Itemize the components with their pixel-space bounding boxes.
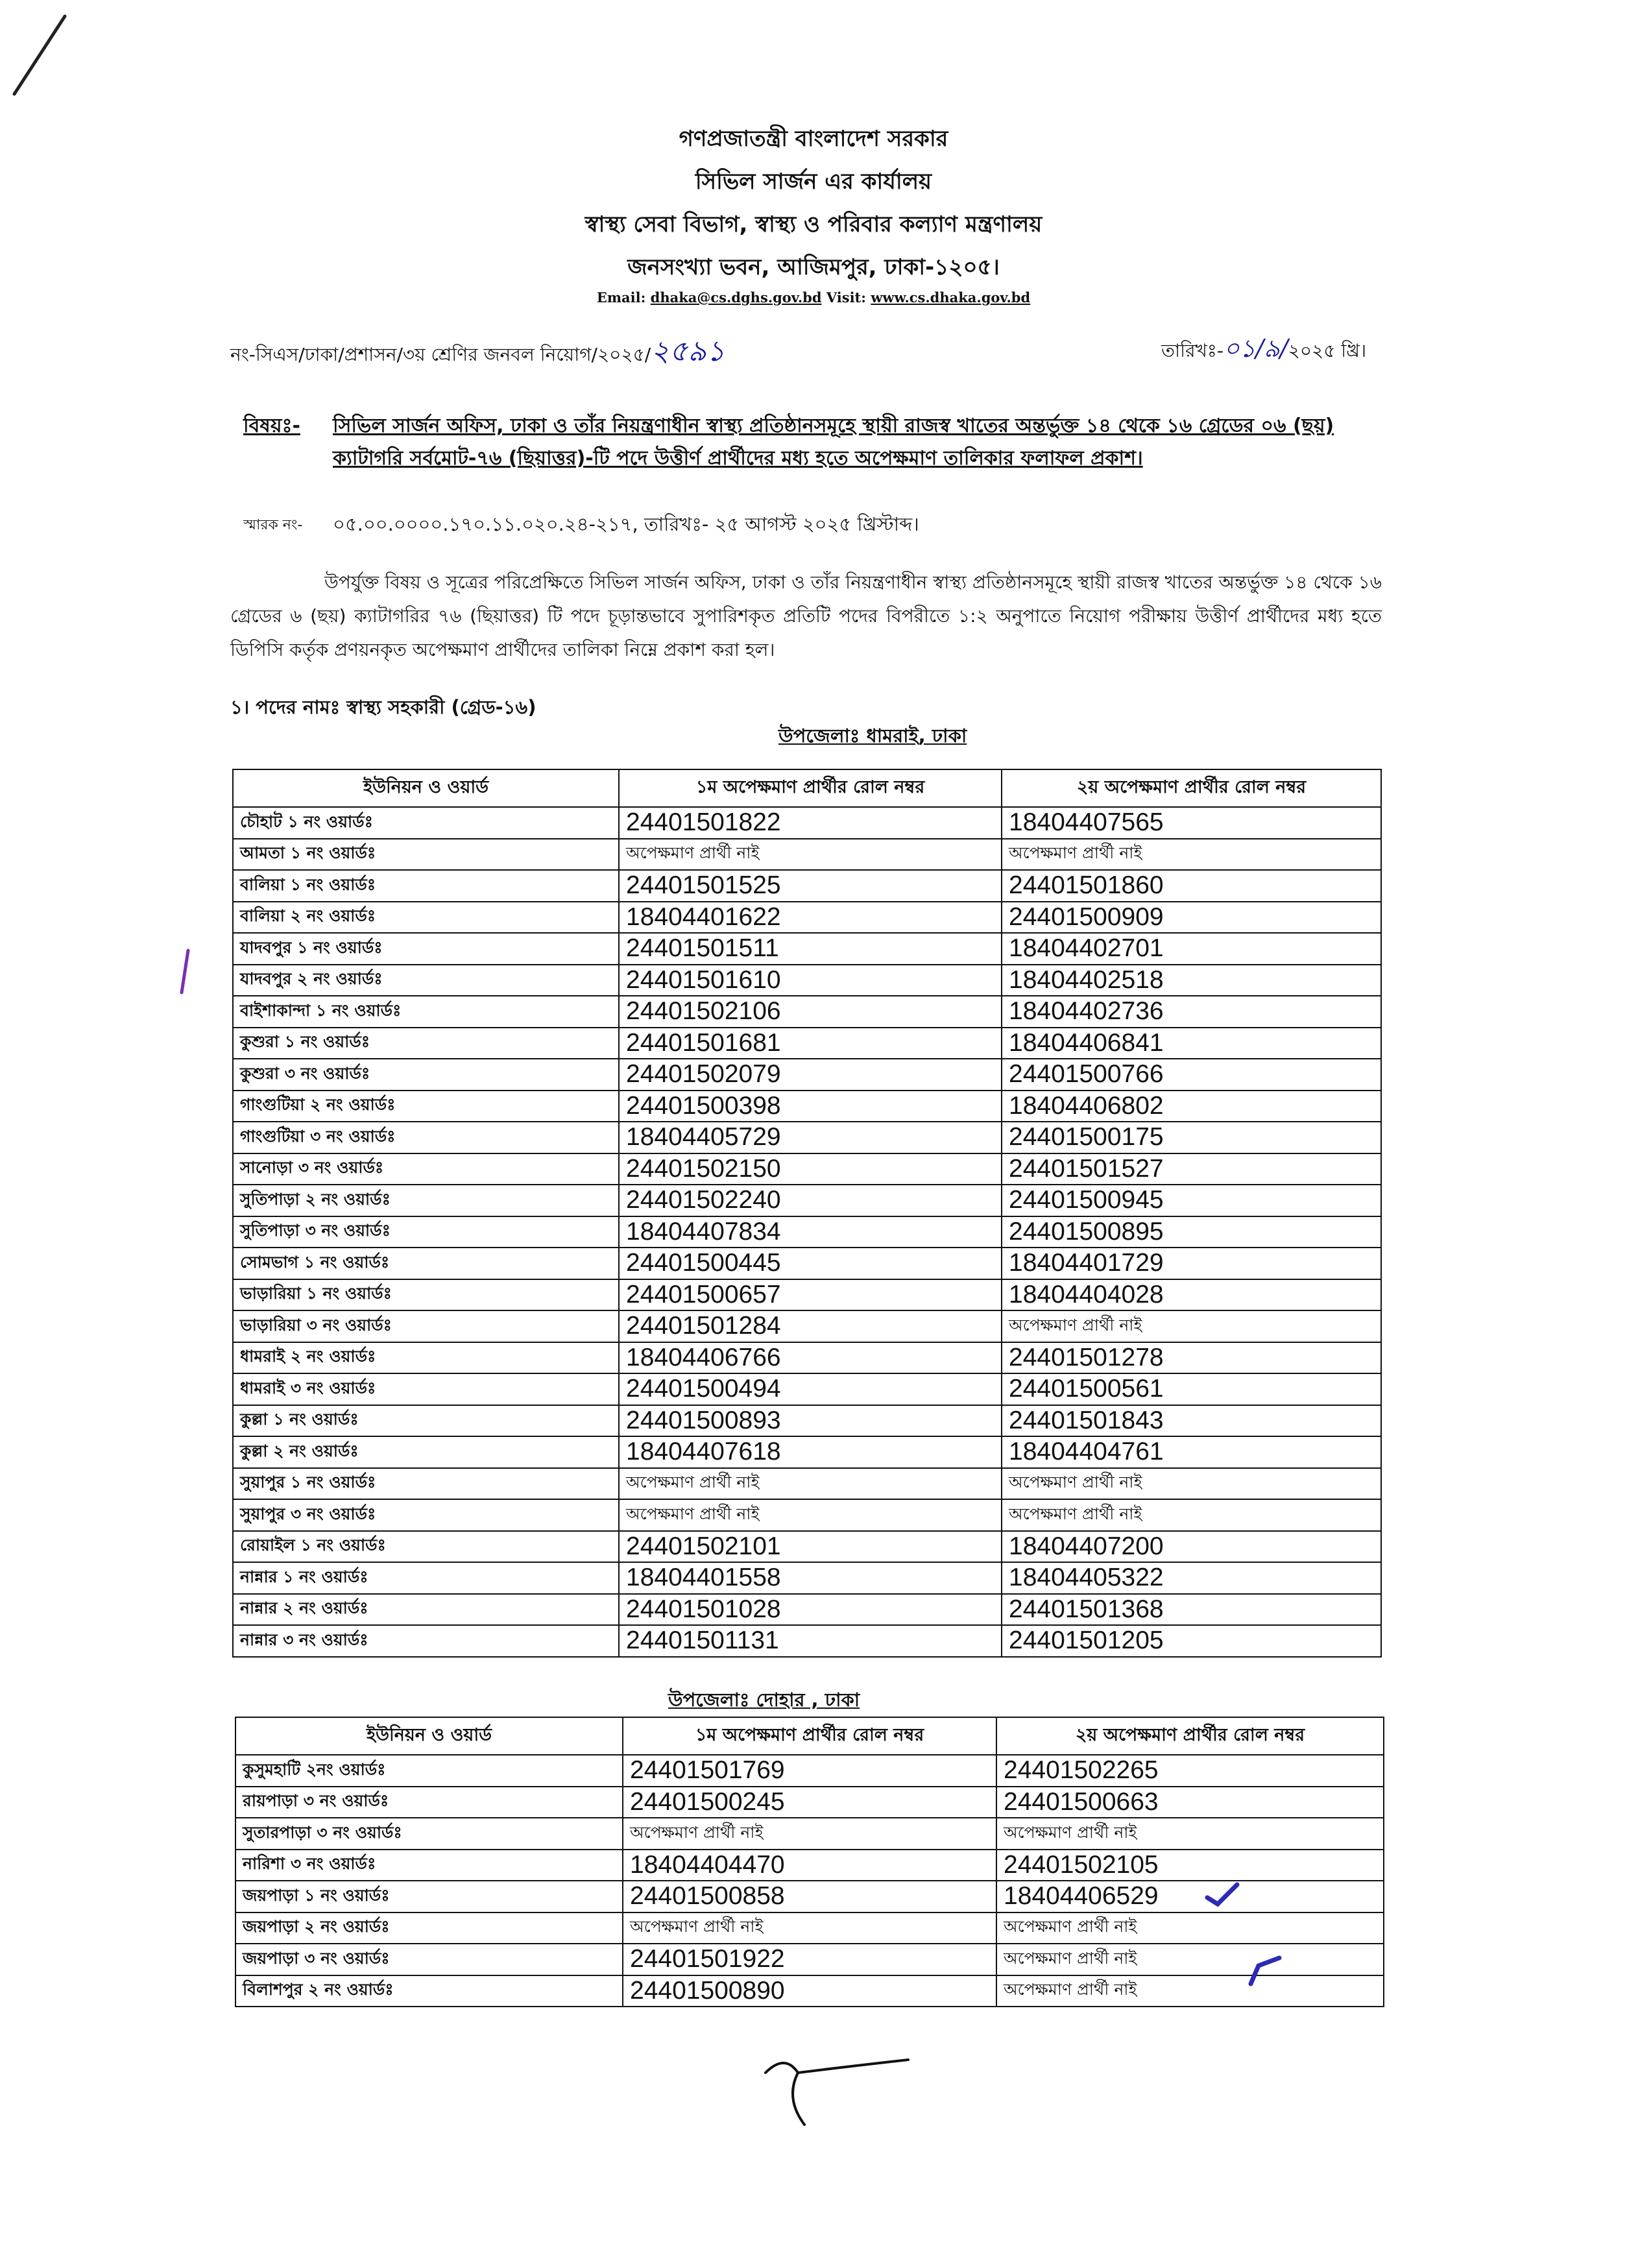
reference-text: ০৫.০০.০০০০.১৭০.১১.০২০.২৪-২১৭, তারিখঃ- ২৫ আগস্ট ২০২৫ খ্রিস্টাব্দ। bbox=[333, 513, 919, 535]
union-ward-cell: কুল্লা ২ নং ওয়ার্ডঃ bbox=[233, 1436, 619, 1468]
table-row bbox=[235, 1818, 1384, 1850]
second-roll-cell: 24401501368 bbox=[1002, 1594, 1381, 1626]
email-link[interactable]: dhaka@cs.dghs.gov.bd bbox=[650, 289, 822, 306]
first-roll-cell: 24401501922 bbox=[623, 1944, 996, 1975]
subject-text: সিভিল সার্জন অফিস, ঢাকা ও তাঁর নিয়ন্ত্রণাধীন স্বাস্থ্য প্রতিষ্ঠানসমূহে স্থায়ী রাজস্ব খাতের অন্তর্ভুক্ত ১৪ থেকে ১৬ গ্রেডের ০৬ (ছয়) ক্যাটাগরি সর্বমোট-৭৬ (ছিয়াত্তর)-টি পদে উত্তীর্ণ প্রার্থীদের মধ্য হতে অপেক্ষমাণ তালিকার ফলাফল প্রকাশ। bbox=[333, 415, 1334, 470]
table-row bbox=[233, 1279, 1381, 1311]
first-roll-cell: 24401501525 bbox=[619, 870, 1002, 902]
second-roll-cell: অপেক্ষমাণ প্রার্থী নাই bbox=[1002, 1310, 1381, 1342]
table-row bbox=[233, 1405, 1381, 1437]
second-roll-cell: 24401501205 bbox=[1002, 1625, 1381, 1657]
union-ward-cell: জয়পাড়া ৩ নং ওয়ার্ডঃ bbox=[235, 1944, 623, 1975]
tick-mark bbox=[1203, 1878, 1242, 1911]
table-row bbox=[233, 1594, 1381, 1626]
first-roll-cell: 24401501681 bbox=[619, 1028, 1002, 1059]
second-roll-cell: 18404402736 bbox=[1002, 996, 1381, 1028]
table-row bbox=[233, 965, 1381, 996]
first-roll-cell: 24401502240 bbox=[619, 1185, 1002, 1216]
office-name: সিভিল সার্জন এর কার্যালয় bbox=[695, 169, 932, 195]
union-ward-cell: জয়পাড়া ১ নং ওয়ার্ডঃ bbox=[235, 1881, 623, 1912]
second-roll-cell: 24401500561 bbox=[1002, 1373, 1381, 1405]
column-header-second-roll: ২য় অপেক্ষমাণ প্রার্থীর রোল নম্বর bbox=[1002, 769, 1381, 807]
table-row bbox=[233, 1373, 1381, 1405]
first-roll-cell: 24401500657 bbox=[619, 1279, 1002, 1311]
first-roll-cell: 18404407834 bbox=[619, 1216, 1002, 1248]
table-row bbox=[233, 902, 1381, 934]
union-ward-cell: কুশুরা ১ নং ওয়ার্ডঃ bbox=[233, 1028, 619, 1059]
first-roll-cell: 18404405729 bbox=[619, 1122, 1002, 1153]
table-row bbox=[233, 1185, 1381, 1216]
union-ward-cell: বালিয়া ২ নং ওয়ার্ডঃ bbox=[233, 902, 619, 934]
union-ward-cell: চৌহাট ১ নং ওয়ার্ডঃ bbox=[233, 807, 619, 839]
union-ward-cell: কুল্লা ১ নং ওয়ার্ডঃ bbox=[233, 1405, 619, 1437]
table-row bbox=[233, 933, 1381, 965]
union-ward-cell: সুতারপাড়া ৩ নং ওয়ার্ডঃ bbox=[235, 1818, 623, 1850]
union-ward-cell: ভাড়ারিয়া ৩ নং ওয়ার্ডঃ bbox=[233, 1310, 619, 1342]
first-roll-cell: 18404407618 bbox=[619, 1436, 1002, 1468]
memo-date-label: তারিখঃ- bbox=[1161, 340, 1223, 361]
table-row bbox=[235, 1944, 1384, 1975]
second-roll-cell: অপেক্ষমাণ প্রার্থী নাই bbox=[996, 1912, 1384, 1944]
post-title: ১। পদের নামঃ স্বাস্থ্য সহকারী (গ্রেড-১৬) bbox=[230, 696, 536, 718]
table-row bbox=[233, 807, 1381, 839]
table-row bbox=[233, 1122, 1381, 1153]
union-ward-cell: যাদবপুর ২ নং ওয়ার্ডঃ bbox=[233, 965, 619, 996]
first-roll-cell: অপেক্ষমাণ প্রার্থী নাই bbox=[619, 1499, 1002, 1531]
office-address: জনসংখ্যা ভবন, আজিমপুর, ঢাকা-১২০৫। bbox=[627, 254, 1000, 280]
govt-name: গণপ্রজাতন্ত্রী বাংলাদেশ সরকার bbox=[679, 126, 948, 152]
first-roll-cell: 24401500245 bbox=[623, 1787, 996, 1818]
union-ward-cell: ধামরাই ৩ নং ওয়ার্ডঃ bbox=[233, 1373, 619, 1405]
second-roll-cell: 18404402518 bbox=[1002, 965, 1381, 996]
first-roll-cell: 18404401558 bbox=[619, 1562, 1002, 1594]
table-row bbox=[233, 1310, 1381, 1342]
first-roll-cell: 24401501284 bbox=[619, 1310, 1002, 1342]
ministry-name: স্বাস্থ্য সেবা বিভাগ, স্বাস্থ্য ও পরিবার কল্যাণ মন্ত্রণালয় bbox=[585, 211, 1042, 237]
second-roll-cell: 24401500663 bbox=[996, 1787, 1384, 1818]
table-row bbox=[235, 1755, 1384, 1787]
table-header-row bbox=[233, 769, 1381, 807]
union-ward-cell: নান্নার ৩ নং ওয়ার্ডঃ bbox=[233, 1625, 619, 1657]
first-roll-cell: অপেক্ষমাণ প্রার্থী নাই bbox=[619, 839, 1002, 871]
first-roll-cell: 18404406766 bbox=[619, 1342, 1002, 1374]
body-paragraph: উপর্যুক্ত বিষয় ও সূত্রের পরিপ্রেক্ষিতে সিভিল সার্জন অফিস, ঢাকা ও তাঁর নিয়ন্ত্রণাধীন স্বাস্থ্য প্রতিষ্ঠানসমূহে স্থায়ী রাজস্ব খাতের অন্তর্ভুক্ত ১৪ থেকে ১৬ গ্রেডের ৬ (ছয়) ক্যাটাগরির ৭৬ (ছিয়াত্তর) টি পদে চূড়ান্তভাবে সুপারিশকৃত প্রতিটি পদের বিপরীতে ১:২ অনুপাতে নিয়োগ পরীক্ষায় উত্তীর্ণ প্রার্থীদের মধ্য হতে ডিপিসি কর্তৃক প্রণয়নকৃত অপেক্ষমাণ প্রার্থীদের তালিকা নিম্নে প্রকাশ করা হল। bbox=[230, 572, 1382, 660]
union-ward-cell: নান্নার ২ নং ওয়ার্ডঃ bbox=[233, 1594, 619, 1626]
union-ward-cell: রোয়াইল ১ নং ওয়ার্ডঃ bbox=[233, 1531, 619, 1563]
table-row bbox=[235, 1787, 1384, 1818]
second-roll-cell: 18404401729 bbox=[1002, 1248, 1381, 1279]
pen-stroke-mark bbox=[175, 947, 195, 999]
first-roll-cell: অপেক্ষমাণ প্রার্থী নাই bbox=[623, 1818, 996, 1850]
table-row bbox=[233, 1248, 1381, 1279]
memo-date-handwritten: ০১/৯/ bbox=[1223, 334, 1288, 363]
table-header-row bbox=[235, 1717, 1384, 1755]
table-row bbox=[233, 839, 1381, 871]
first-roll-cell: 24401502106 bbox=[619, 996, 1002, 1028]
first-roll-cell: 24401500398 bbox=[619, 1091, 1002, 1122]
first-roll-cell: 24401501769 bbox=[623, 1755, 996, 1787]
union-ward-cell: সোমভাগ ১ নং ওয়ার্ডঃ bbox=[233, 1248, 619, 1279]
first-roll-cell: 18404404470 bbox=[623, 1850, 996, 1881]
union-ward-cell: ধামরাই ২ নং ওয়ার্ডঃ bbox=[233, 1342, 619, 1374]
union-ward-cell: গাংগুটিয়া ৩ নং ওয়ার্ডঃ bbox=[233, 1122, 619, 1153]
second-roll-cell: 18404406529 bbox=[996, 1881, 1384, 1912]
column-header-union-ward: ইউনিয়ন ও ওয়ার্ড bbox=[235, 1717, 623, 1755]
website-link[interactable]: www.cs.dhaka.gov.bd bbox=[871, 289, 1031, 306]
first-roll-cell: অপেক্ষমাণ প্রার্থী নাই bbox=[619, 1468, 1002, 1500]
table-row bbox=[233, 1028, 1381, 1059]
union-ward-cell: রায়পাড়া ৩ নং ওয়ার্ডঃ bbox=[235, 1787, 623, 1818]
second-roll-cell: 18404405322 bbox=[1002, 1562, 1381, 1594]
tick-mark bbox=[1246, 1951, 1284, 1990]
upazila-heading-dhamrai: উপজেলাঃ ধামরাই, ঢাকা bbox=[778, 725, 967, 747]
second-roll-cell: 24401500766 bbox=[1002, 1059, 1381, 1091]
union-ward-cell: সুয়াপুর ৩ নং ওয়ার্ডঃ bbox=[233, 1499, 619, 1531]
union-ward-cell: কুসুমহাটি ২নং ওয়ার্ডঃ bbox=[235, 1755, 623, 1787]
contact-line bbox=[0, 289, 1627, 306]
waiting-list-table-dohar bbox=[235, 1717, 1384, 2007]
first-roll-cell: 24401501610 bbox=[619, 965, 1002, 996]
reference-label: স্মারক নং- bbox=[243, 517, 303, 533]
union-ward-cell: সুতিপাড়া ২ নং ওয়ার্ডঃ bbox=[233, 1185, 619, 1216]
second-roll-cell: অপেক্ষমাণ প্রার্থী নাই bbox=[996, 1975, 1384, 2007]
union-ward-cell: নান্নার ১ নং ওয়ার্ডঃ bbox=[233, 1562, 619, 1594]
union-ward-cell: ভাড়ারিয়া ১ নং ওয়ার্ডঃ bbox=[233, 1279, 619, 1311]
memo-date-suffix: ২০২৫ খ্রি। bbox=[1288, 340, 1367, 361]
second-roll-cell: 18404407200 bbox=[1002, 1531, 1381, 1563]
union-ward-cell: আমতা ১ নং ওয়ার্ডঃ bbox=[233, 839, 619, 871]
second-roll-cell: 24401500945 bbox=[1002, 1185, 1381, 1216]
table-row bbox=[233, 996, 1381, 1028]
union-ward-cell: জয়পাড়া ২ নং ওয়ার্ডঃ bbox=[235, 1912, 623, 1944]
union-ward-cell: যাদবপুর ১ নং ওয়ার্ডঃ bbox=[233, 933, 619, 965]
second-roll-cell: অপেক্ষমাণ প্রার্থী নাই bbox=[1002, 1499, 1381, 1531]
second-roll-cell: 24401500895 bbox=[1002, 1216, 1381, 1248]
first-roll-cell: 24401501131 bbox=[619, 1625, 1002, 1657]
first-roll-cell: 24401500494 bbox=[619, 1373, 1002, 1405]
table-row bbox=[235, 1975, 1384, 2007]
second-roll-cell: 18404406841 bbox=[1002, 1028, 1381, 1059]
table-row bbox=[233, 870, 1381, 902]
first-roll-cell: 24401502079 bbox=[619, 1059, 1002, 1091]
memo-number-handwritten: ২৫৯১ bbox=[651, 335, 725, 368]
second-roll-cell: 24401502265 bbox=[996, 1755, 1384, 1787]
first-roll-cell: 24401502150 bbox=[619, 1153, 1002, 1185]
first-roll-cell: 18404401622 bbox=[619, 902, 1002, 934]
first-roll-cell: 24401501028 bbox=[619, 1594, 1002, 1626]
pen-stroke-mark bbox=[0, 0, 91, 117]
second-roll-cell: অপেক্ষমাণ প্রার্থী নাই bbox=[996, 1944, 1384, 1975]
memo-number bbox=[230, 330, 725, 377]
upazila-heading-dohar: উপজেলাঃ দোহার , ঢাকা bbox=[668, 1689, 860, 1711]
email-label: Email: bbox=[596, 289, 646, 306]
second-roll-cell: 24401501860 bbox=[1002, 870, 1381, 902]
table-row bbox=[233, 1468, 1381, 1500]
second-roll-cell: 24401500175 bbox=[1002, 1122, 1381, 1153]
table-row bbox=[233, 1059, 1381, 1091]
union-ward-cell: নারিশা ৩ নং ওয়ার্ডঃ bbox=[235, 1850, 623, 1881]
union-ward-cell: সুয়াপুর ১ নং ওয়ার্ডঃ bbox=[233, 1468, 619, 1500]
second-roll-cell: 24401500909 bbox=[1002, 902, 1381, 934]
first-roll-cell: 24401500445 bbox=[619, 1248, 1002, 1279]
first-roll-cell: 24401500858 bbox=[623, 1881, 996, 1912]
memo-number-prefix: নং-সিএস/ঢাকা/প্রশাসন/৩য় শ্রেণির জনবল নিয়োগ/২০২৫/ bbox=[230, 344, 651, 365]
second-roll-cell: 24401501278 bbox=[1002, 1342, 1381, 1374]
column-header-second-roll: ২য় অপেক্ষমাণ প্রার্থীর রোল নম্বর bbox=[996, 1717, 1384, 1755]
union-ward-cell: কুশুরা ৩ নং ওয়ার্ডঃ bbox=[233, 1059, 619, 1091]
second-roll-cell: অপেক্ষমাণ প্রার্থী নাই bbox=[1002, 839, 1381, 871]
table-row bbox=[235, 1850, 1384, 1881]
second-roll-cell: 18404406802 bbox=[1002, 1091, 1381, 1122]
first-roll-cell: 24401502101 bbox=[619, 1531, 1002, 1563]
second-roll-cell: অপেক্ষমাণ প্রার্থী নাই bbox=[996, 1818, 1384, 1850]
table-row bbox=[235, 1912, 1384, 1944]
second-roll-cell: 18404404028 bbox=[1002, 1279, 1381, 1311]
first-roll-cell: 24401501511 bbox=[619, 933, 1002, 965]
table-row bbox=[233, 1216, 1381, 1248]
second-roll-cell: 24401502105 bbox=[996, 1850, 1384, 1881]
table-row bbox=[233, 1091, 1381, 1122]
table-row bbox=[233, 1153, 1381, 1185]
waiting-list-table-dhamrai bbox=[232, 769, 1382, 1658]
first-roll-cell: 24401500890 bbox=[623, 1975, 996, 2007]
table-row bbox=[233, 1625, 1381, 1657]
union-ward-cell: সানোড়া ৩ নং ওয়ার্ডঃ bbox=[233, 1153, 619, 1185]
table-row bbox=[233, 1342, 1381, 1374]
union-ward-cell: গাংগুটিয়া ২ নং ওয়ার্ডঃ bbox=[233, 1091, 619, 1122]
union-ward-cell: বিলাশপুর ২ নং ওয়ার্ডঃ bbox=[235, 1975, 623, 2007]
memo-date bbox=[1161, 330, 1366, 371]
column-header-first-roll: ১ম অপেক্ষমাণ প্রার্থীর রোল নম্বর bbox=[623, 1717, 996, 1755]
second-roll-cell: 24401501527 bbox=[1002, 1153, 1381, 1185]
visit-label: Visit: bbox=[826, 289, 867, 306]
second-roll-cell: অপেক্ষমাণ প্রার্থী নাই bbox=[1002, 1468, 1381, 1500]
union-ward-cell: বালিয়া ১ নং ওয়ার্ডঃ bbox=[233, 870, 619, 902]
subject-label: বিষয়ঃ- bbox=[243, 415, 300, 437]
first-roll-cell: অপেক্ষমাণ প্রার্থী নাই bbox=[623, 1912, 996, 1944]
table-row bbox=[233, 1531, 1381, 1563]
table-row bbox=[233, 1499, 1381, 1531]
second-roll-cell: 18404407565 bbox=[1002, 807, 1381, 839]
second-roll-cell: 24401501843 bbox=[1002, 1405, 1381, 1437]
union-ward-cell: বাইশাকান্দা ১ নং ওয়ার্ডঃ bbox=[233, 996, 619, 1028]
second-roll-cell: 18404402701 bbox=[1002, 933, 1381, 965]
column-header-first-roll: ১ম অপেক্ষমাণ প্রার্থীর রোল নম্বর bbox=[619, 769, 1002, 807]
first-roll-cell: 24401500893 bbox=[619, 1405, 1002, 1437]
union-ward-cell: সুতিপাড়া ৩ নং ওয়ার্ডঃ bbox=[233, 1216, 619, 1248]
second-roll-cell: 18404404761 bbox=[1002, 1436, 1381, 1468]
signature bbox=[746, 2047, 915, 2144]
first-roll-cell: 24401501822 bbox=[619, 807, 1002, 839]
table-row bbox=[233, 1436, 1381, 1468]
table-row bbox=[233, 1562, 1381, 1594]
column-header-union-ward: ইউনিয়ন ও ওয়ার্ড bbox=[233, 769, 619, 807]
